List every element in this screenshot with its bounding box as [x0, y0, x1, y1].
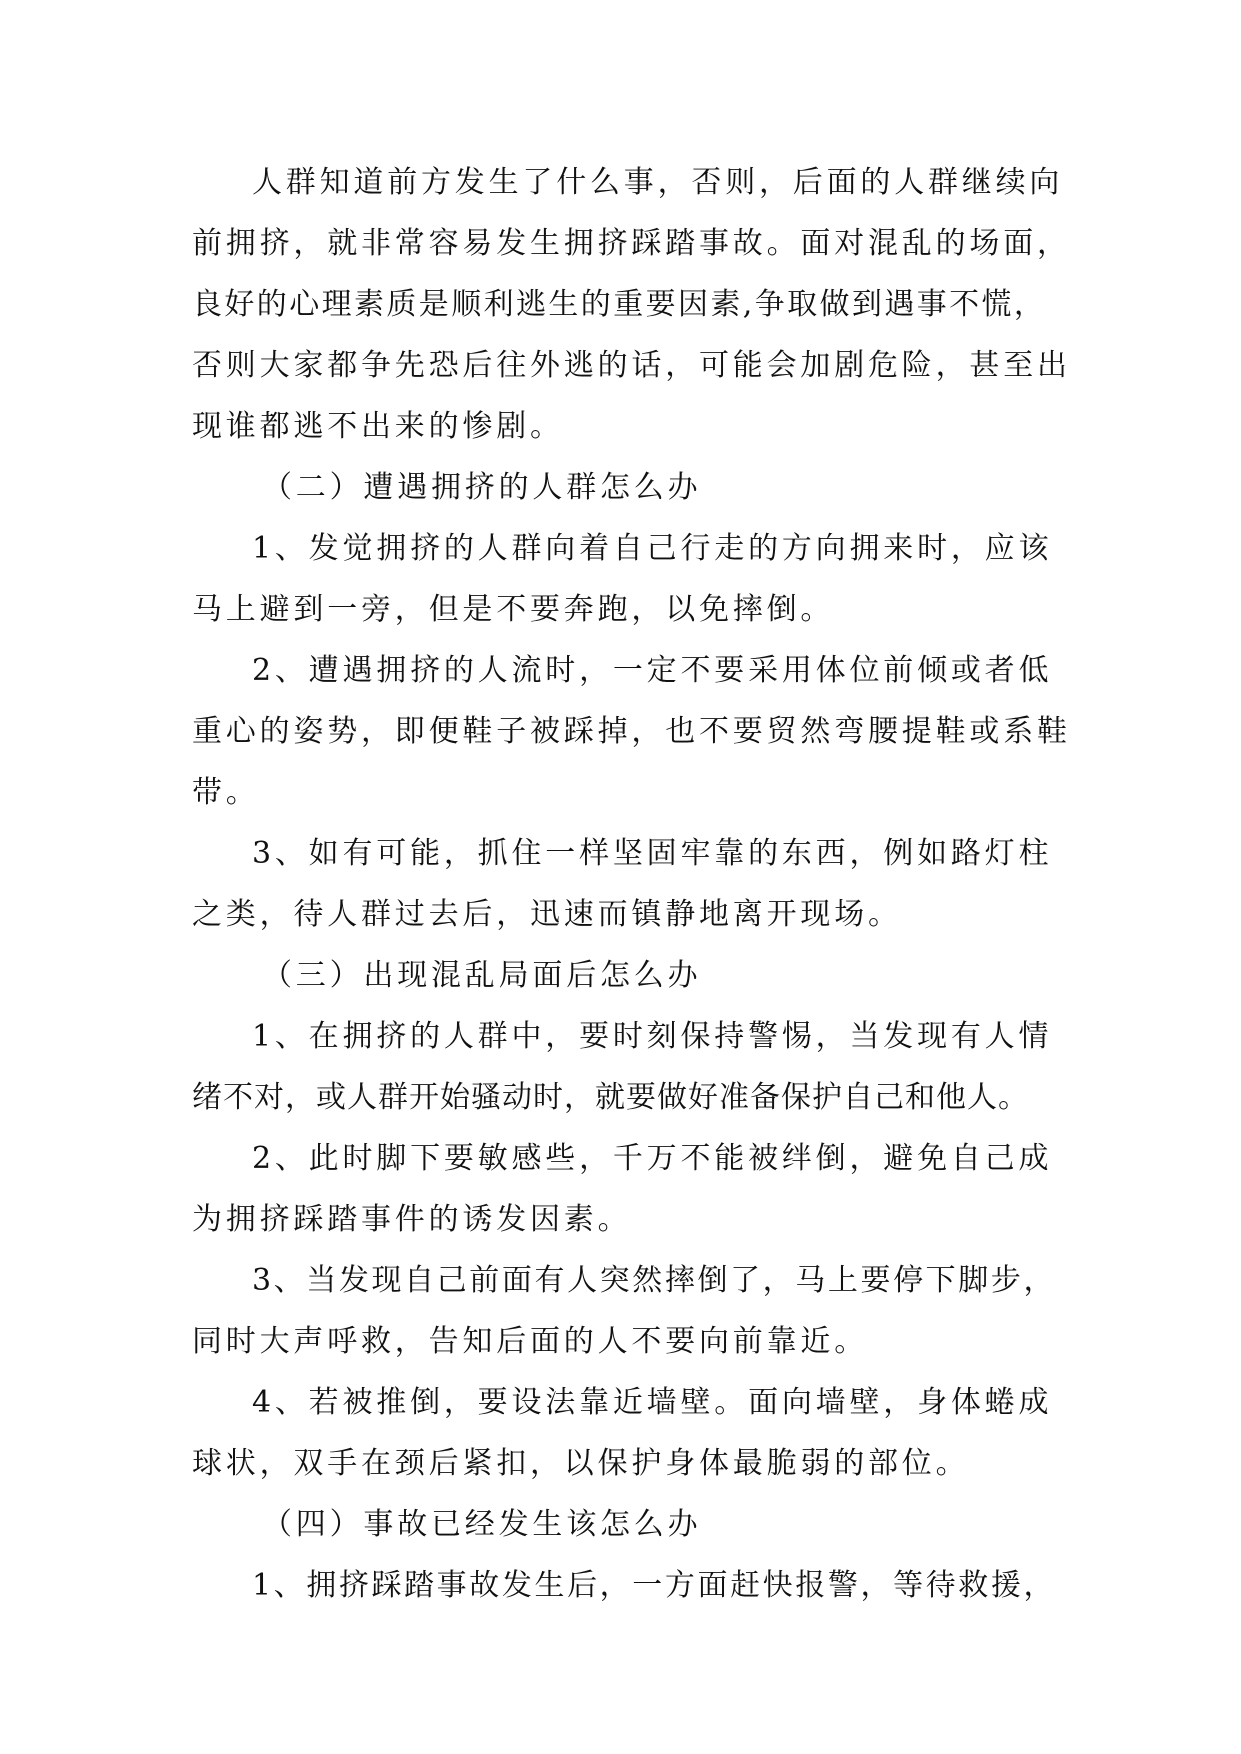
paragraph-line: 否则大家都争先恐后往外逃的话，可能会加剧危险，甚至出 [192, 348, 1071, 383]
list-item-line: 2、遭遇拥挤的人流时，一定不要采用体位前倾或者低 [252, 653, 1053, 688]
section-heading: （三）出现混乱局面后怎么办 [262, 958, 702, 993]
list-item-line: 2、此时脚下要敏感些，千万不能被绊倒，避免自己成 [252, 1141, 1053, 1176]
section-heading: （四）事故已经发生该怎么办 [262, 1507, 702, 1542]
list-item-line: 球状，双手在颈后紧扣，以保护身体最脆弱的部位。 [192, 1446, 970, 1481]
list-item-line: 之类，待人群过去后，迅速而镇静地离开现场。 [192, 897, 902, 932]
list-item-line: 绪不对，或人群开始骚动时，就要做好准备保护自己和他人。 [192, 1080, 1029, 1115]
list-item-line: 为拥挤踩踏事件的诱发因素。 [192, 1202, 632, 1237]
paragraph-line: 人群知道前方发生了什么事，否则，后面的人群继续向 [252, 165, 1064, 200]
paragraph-line: 良好的心理素质是顺利逃生的重要因素,争取做到遇事不慌， [192, 287, 1047, 322]
list-item-line: 马上避到一旁，但是不要奔跑，以免摔倒。 [192, 592, 835, 627]
list-item-line: 4、若被推倒，要设法靠近墙壁。面向墙壁，身体蜷成 [252, 1385, 1053, 1420]
list-item-line: 1、拥挤踩踏事故发生后，一方面赶快报警，等待救援， [252, 1568, 1057, 1603]
list-item-line: 3、当发现自己前面有人突然摔倒了，马上要停下脚步， [252, 1263, 1057, 1298]
section-heading: （二）遭遇拥挤的人群怎么办 [262, 470, 702, 505]
paragraph-line: 现谁都逃不出来的惨剧。 [192, 409, 564, 444]
list-item-line: 同时大声呼救，告知后面的人不要向前靠近。 [192, 1324, 868, 1359]
list-item-line: 带。 [192, 775, 260, 810]
list-item-line: 3、如有可能，抓住一样坚固牢靠的东西，例如路灯柱 [252, 836, 1053, 871]
list-item-line: 1、发觉拥挤的人群向着自己行走的方向拥来时，应该 [252, 531, 1053, 566]
list-item-line: 1、在拥挤的人群中，要时刻保持警惕，当发现有人情 [252, 1019, 1053, 1054]
list-item-line: 重心的姿势，即便鞋子被踩掉，也不要贸然弯腰提鞋或系鞋 [192, 714, 1071, 749]
paragraph-line: 前拥挤，就非常容易发生拥挤踩踏事故。面对混乱的场面， [192, 226, 1071, 261]
